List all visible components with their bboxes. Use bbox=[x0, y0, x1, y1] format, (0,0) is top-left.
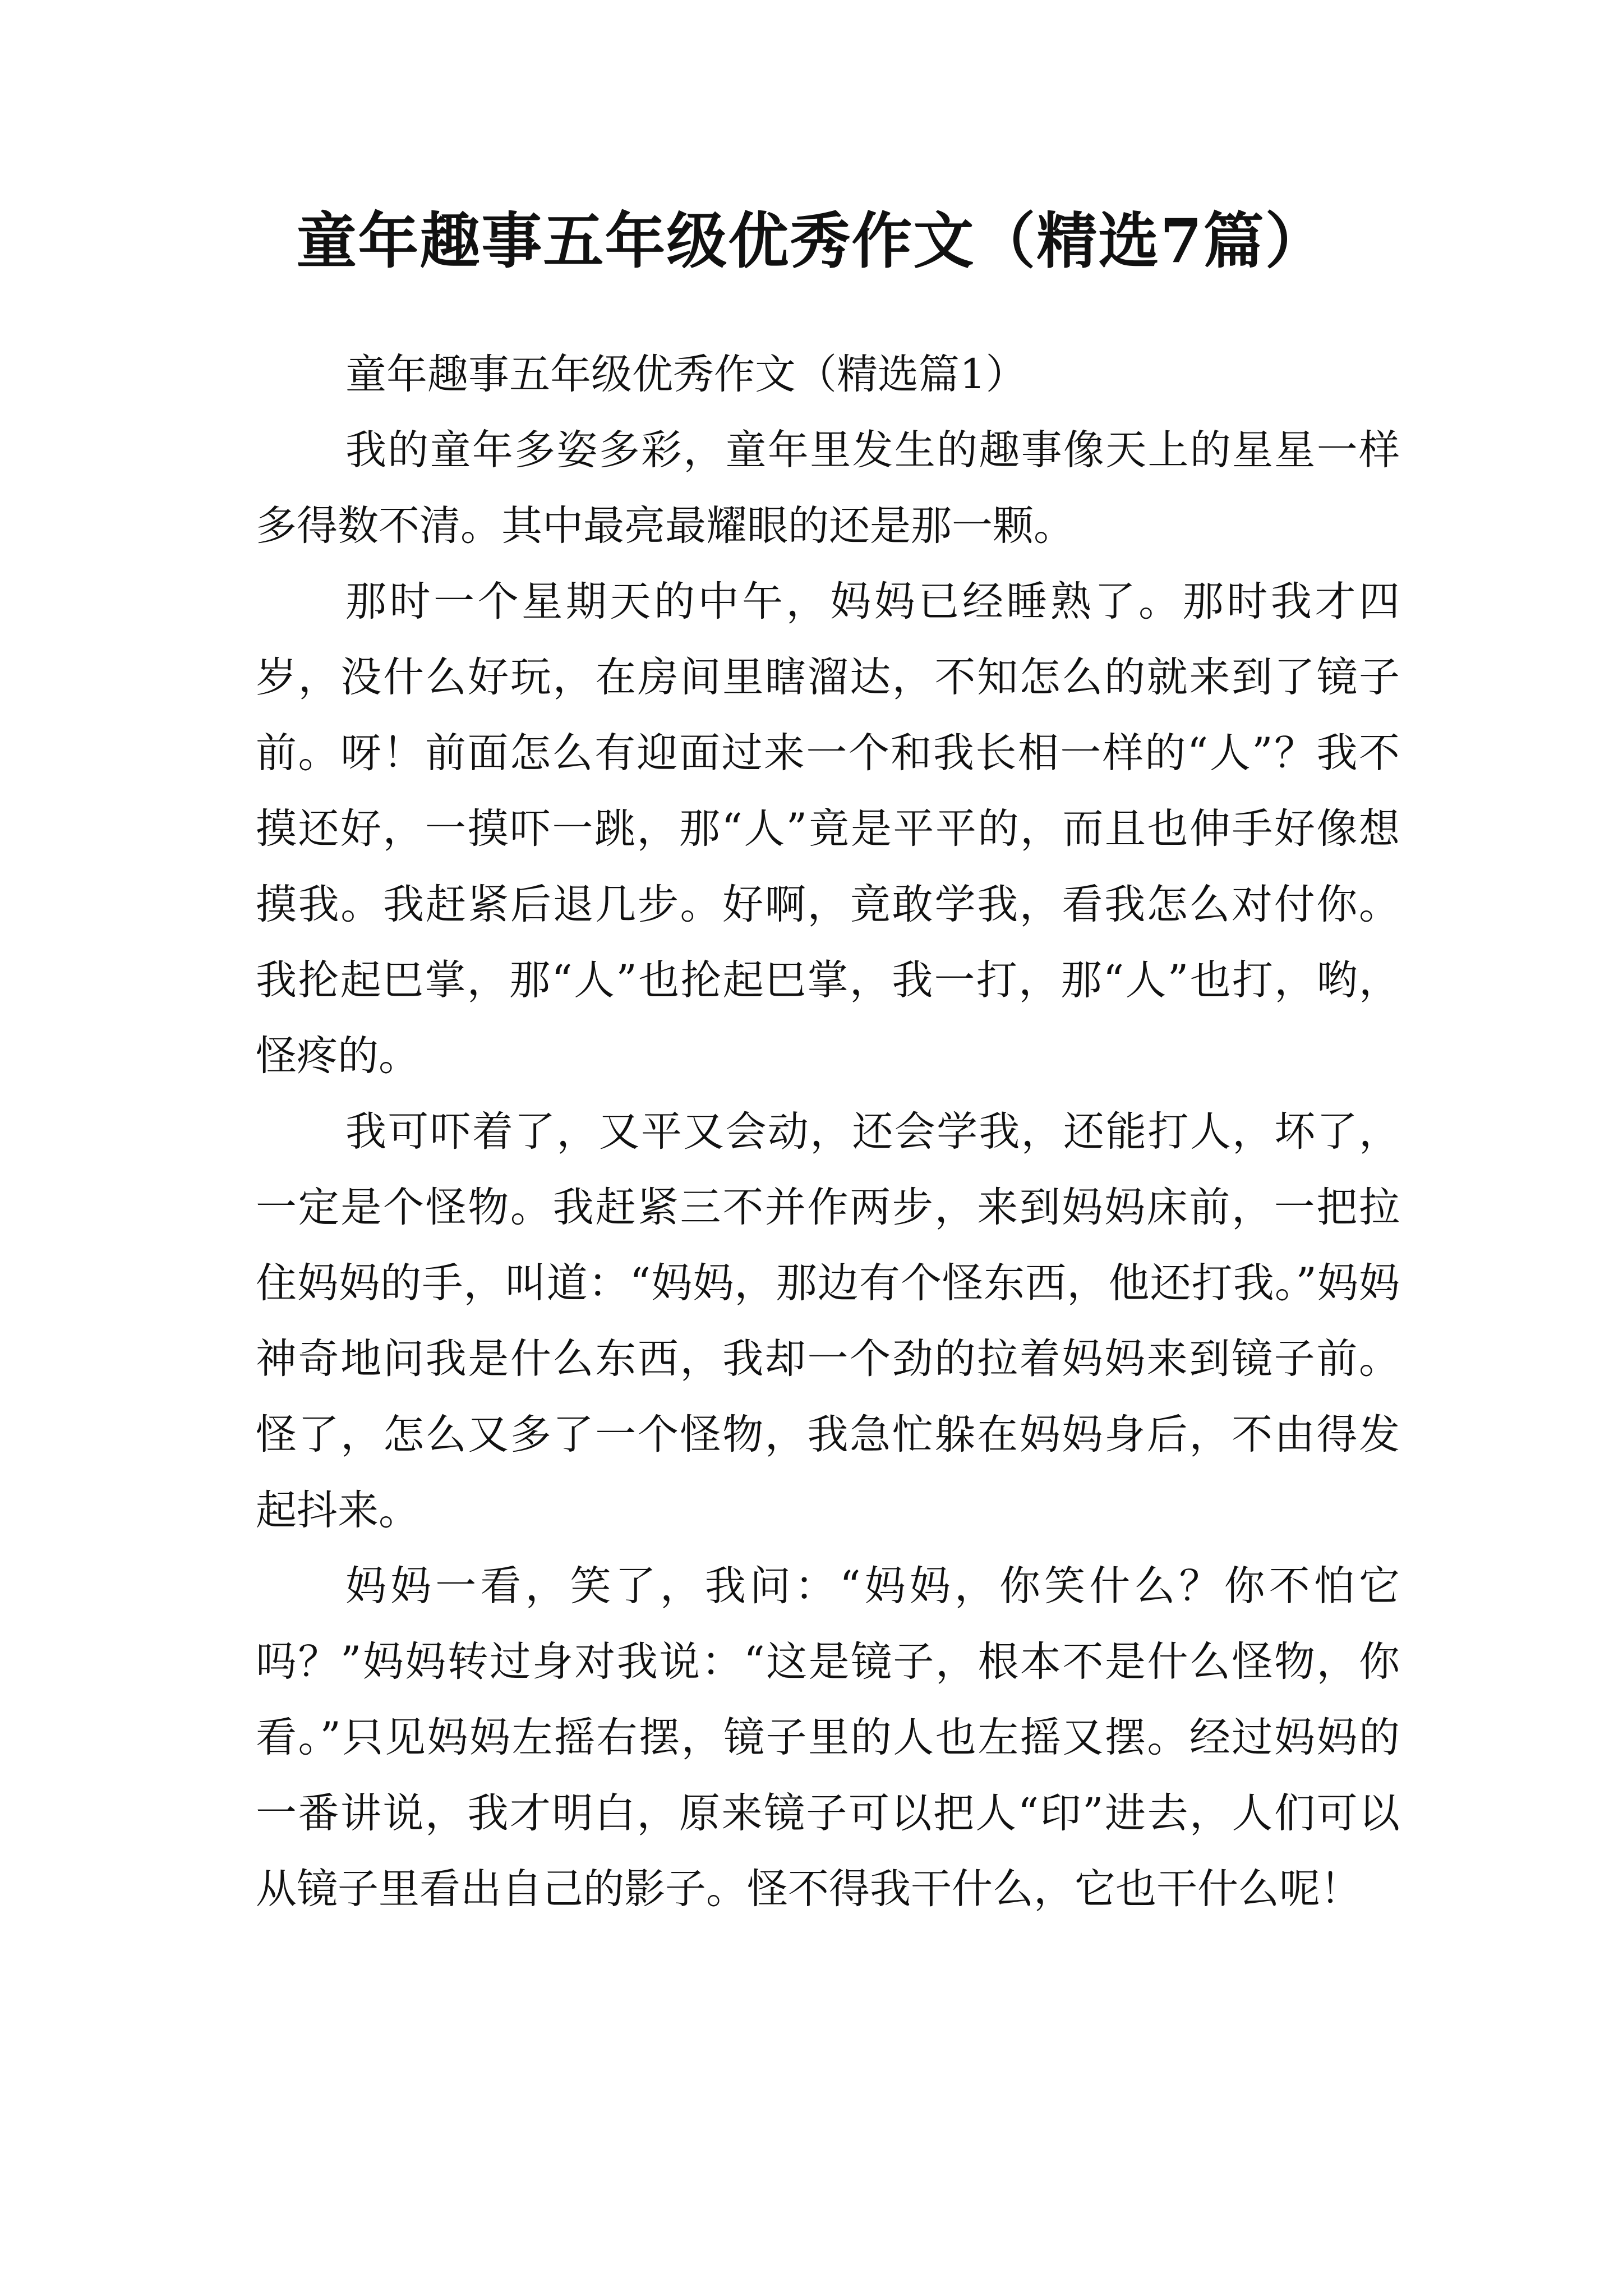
document-body bbox=[256, 337, 1400, 1927]
paragraph-2: 那时一个星期天的中午，妈妈已经睡熟了。那时我才四岁，没什么好玩，在房间里瞎溜达，不知怎么的就来到了镜子前。呀！前面怎么有迎面过来一个和我长相一样的“人”？我不摸还好，一摸吓一跳，那“人”竟是平平的，而且也伸手好像想摸我。我赶紧后退几步。好啊，竟敢学我，看我怎么对付你。我抡起巴掌，那“人”也抡起巴掌，我一打，那“人”也打，哟，怪疼的。 bbox=[256, 578, 1400, 1080]
paragraph-4: 妈妈一看，笑了，我问：“妈妈，你笑什么？你不怕它吗？”妈妈转过身对我说：“这是镜子，根本不是什么怪物，你看。”只见妈妈左摇右摆，镜子里的人也左摇又摆。经过妈妈的一番讲说，我才明白，原来镜子可以把人“印”进去，人们可以从镜子里看出自己的影子。怪不得我干什么，它也干什么呢！ bbox=[256, 1562, 1400, 1913]
paragraph-1: 我的童年多姿多彩，童年里发生的趣事像天上的星星一样多得数不清。其中最亮最耀眼的还是那一颗。 bbox=[256, 426, 1400, 550]
paragraph-3: 我可吓着了，又平又会动，还会学我，还能打人，坏了，一定是个怪物。我赶紧三不并作两步，来到妈妈床前，一把拉住妈妈的手，叫道：“妈妈，那边有个怪东西，他还打我。”妈妈神奇地问我是什么东西，我却一个劲的拉着妈妈来到镜子前。怪了，怎么又多了一个怪物，我急忙躲在妈妈身后，不由得发起抖来。 bbox=[256, 1108, 1400, 1534]
section-heading: 童年趣事五年级优秀作文（精选篇1） bbox=[345, 351, 1027, 398]
document-title: 童年趣事五年级优秀作文（精选7篇） bbox=[296, 206, 1327, 277]
